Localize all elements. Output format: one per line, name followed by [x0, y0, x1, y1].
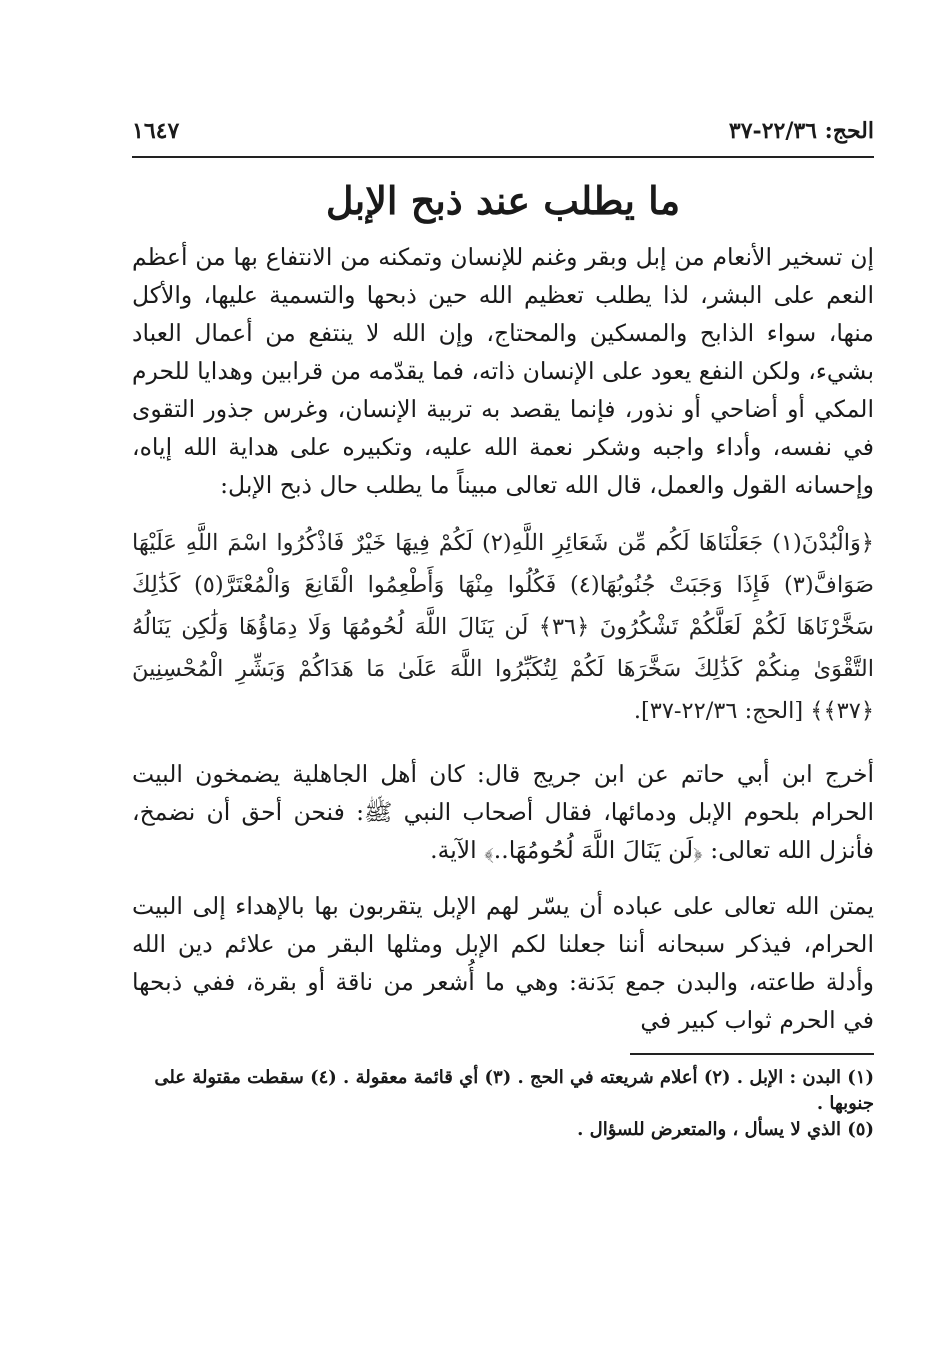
footnote-line: (٥) الذي لا يسأل ، والمتعرض للسؤال . [577, 1118, 874, 1140]
header-rule [132, 156, 874, 158]
running-header [132, 118, 874, 152]
page-number: ١٦٤٧ [132, 118, 180, 144]
book-page [132, 118, 874, 1143]
intro-paragraph: إن تسخير الأنعام من إبل وبقر وغنم للإنسان وتمكنه من الانتفاع بها من أعظم النعم على البشر، لذا يطلب تعظيم الله حين ذبحها والتسمية عليها، والأكل منها، سواء الذابح والمسكين والمحتاج، وإن الله لا ينتفع من أعمال العباد بشيء، ولكن النفع يعود على الإنسان ذاته، فما يقدّمه من قرابين وهدايا للحرم المكي أو أضاحي أو نذور، فإنما يقصد به تربية الإنسان، وغرس جذور التقوى في نفسه، وأداء واجبه وشكر نعمة الله عليه، وتكبيره على هداية الله إياه، وإحسانه القول والعمل، قال الله تعالى مبيناً ما يطلب حال ذبح الإبل: [132, 243, 874, 499]
quran-passage: ﴿وَالْبُدْنَ(١) جَعَلْنَاهَا لَكُم مِّن شَعَائِرِ اللَّهِ(٢) لَكُمْ فِيهَا خَيْرٌ فَاذْكُرُوا اسْمَ اللَّهِ عَلَيْهَا صَوَافَّ(٣) فَإِذَا وَجَبَتْ جُنُوبُهَا(٤) فَكُلُوا مِنْهَا وَأَطْعِمُوا الْقَانِعَ وَالْمُعْتَرَّ(٥) كَذَٰلِكَ سَخَّرْنَاهَا لَكُمْ لَعَلَّكُمْ تَشْكُرُونَ ﴿٣٦﴾ لَن يَنَالَ اللَّهَ لُحُومُهَا وَلَا دِمَاؤُهَا وَلَٰكِن يَنَالُهُ التَّقْوَىٰ مِنكُمْ كَذَٰلِكَ سَخَّرَهَا لَكُمْ لِتُكَبِّرُوا اللَّهَ عَلَىٰ مَا هَدَاكُمْ وَبَشِّرِ الْمُحْسِنِينَ ﴿٣٧﴾﴾ [الحج: ٢٢/٣٦-٣٧]. [132, 530, 874, 724]
tafsir-paragraph: يمتن الله تعالى على عباده أن يسّر لهم الإبل يتقربون بها بالإهداء إلى البيت الحرام، فيذكر سبحانه أننا جعلنا لكم الإبل ومثلها البقر من علائم دين الله وأدلة طاعته، والبدن جمع بَدَنة: وهي ما أُشعر من ناقة أو بقرة، ففي ذبحها في الحرم ثواب كبير في [132, 891, 874, 1034]
footnote-rule [630, 1053, 874, 1055]
surah-reference: الحج: ٢٢/٣٦-٣٧ [728, 118, 874, 144]
footnotes [132, 1065, 874, 1143]
section-title: ما يطلب عند ذبح الإبل [325, 178, 681, 223]
hadith-paragraph: أخرج ابن أبي حاتم عن ابن جريج قال: كان أهل الجاهلية يضمخون البيت الحرام بلحوم الإبل ودمائها، فقال أصحاب النبي ﷺ: فنحن أحق أن نضمخ، فأنزل الله تعالى: ﴿لَن يَنَالَ اللَّهَ لُحُومُهَا..﴾ الآية. [132, 759, 874, 864]
footnote-line: (١) البدن : الإبل . (٢) أعلام شريعته في الحج . (٣) أي قائمة معقولة . (٤) سقطت مقتولة على جنوبها . [154, 1066, 874, 1114]
